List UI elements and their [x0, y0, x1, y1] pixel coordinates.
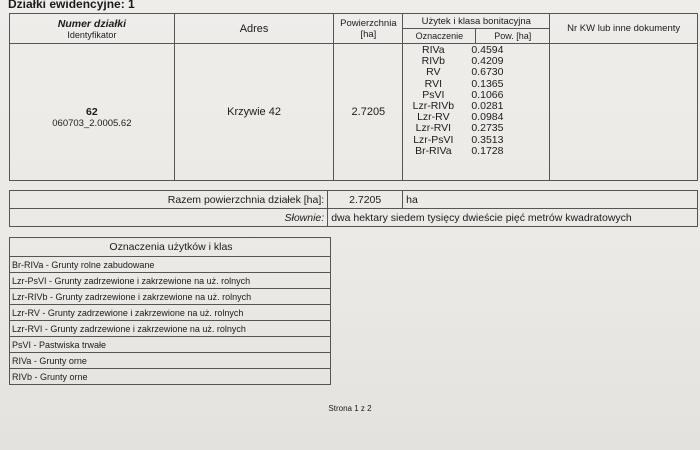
header-oznaczenie: Oznaczenie	[403, 29, 476, 44]
legend-item: Lzr-RVI - Grunty zadrzewione i zakrzewione na uż. rolnych	[10, 321, 331, 337]
total-area-label: Razem powierzchnia działek [ha]:	[10, 191, 328, 209]
header-identyfikator-label: Identyfikator	[67, 29, 117, 40]
use-area: 0.1728	[471, 144, 504, 157]
legend-item: Br-RIVa - Grunty rolne zabudowane	[10, 257, 331, 273]
header-pow-ha: Pow. [ha]	[476, 29, 550, 44]
use-area: 0.3513	[471, 133, 504, 146]
header-powierzchnia	[334, 14, 403, 44]
parcel-area: 2.7205	[334, 44, 403, 181]
use-code: PsVI	[422, 88, 445, 101]
header-kw: Nr KW lub inne dokumenty	[550, 14, 698, 44]
uses-list	[403, 45, 549, 157]
legend-item: RIVb - Grunty orne	[10, 369, 331, 385]
total-area-value: 2.7205	[328, 191, 403, 209]
parcel-table	[9, 13, 698, 181]
use-area: 0.1066	[471, 88, 504, 101]
use-code: Lzr-RVI	[415, 122, 452, 135]
header-adres: Adres	[174, 14, 334, 44]
use-code: Br-RIVa	[415, 144, 452, 157]
use-code: RV	[426, 66, 441, 79]
use-area: 0.2735	[471, 122, 504, 135]
legend-item: Lzr-RV - Grunty zadrzewione i zakrzewione na uż. rolnych	[10, 305, 331, 321]
parcel-number-cell	[10, 44, 175, 181]
legend-item: PsVI - Pastwiska trwałe	[10, 337, 331, 353]
use-code: RIVb	[421, 55, 446, 68]
parcel-kw	[550, 44, 698, 181]
parcel-identifier: 060703_2.0005.62	[52, 117, 132, 129]
parcel-address: Krzywie 42	[174, 44, 334, 181]
use-area: 0.1365	[471, 77, 504, 90]
use-area: 0.4209	[471, 55, 504, 68]
header-pow-line1: Powierzchnia	[340, 17, 397, 29]
legend-item: Lzr-PsVI - Grunty zadrzewione i zakrzewione na uż. rolnych	[10, 273, 331, 289]
section-heading: Działki ewidencyjne: 1	[8, 0, 135, 11]
header-numer-dzialki	[10, 14, 175, 44]
summary-table	[9, 190, 698, 227]
legend-table	[9, 237, 331, 385]
use-code: Lzr-RV	[417, 111, 450, 124]
parcel-number: 62	[86, 105, 98, 118]
words-value: dwa hektary siedem tysięcy dwieście pięć metrów kwadratowych	[328, 209, 698, 227]
parcel-uses-cell	[403, 44, 550, 181]
use-code: Lzr-RIVb	[412, 100, 455, 113]
total-area-unit: ha	[403, 191, 698, 209]
use-area: 0.0281	[471, 100, 504, 113]
use-code: Lzr-PsVI	[413, 133, 454, 146]
use-row	[403, 146, 549, 157]
use-row	[403, 123, 549, 134]
use-area: 0.6730	[471, 66, 504, 79]
header-numer-label: Numer działki	[57, 17, 127, 30]
page-number: Strona 1 z 2	[328, 404, 372, 413]
use-code: RIVa	[422, 44, 445, 56]
words-label: Słownie:	[10, 209, 328, 227]
use-row	[403, 67, 549, 78]
legend-item: Lzr-RIVb - Grunty zadrzewione i zakrzewione na uż. rolnych	[10, 289, 331, 305]
header-uzytek: Użytek i klasa bonitacyjna	[403, 14, 550, 29]
header-pow-line2: [ha]	[360, 28, 377, 40]
use-area: 0.0984	[471, 111, 504, 124]
legend-item: RIVa - Grunty orne	[10, 353, 331, 369]
legend-title: Oznaczenia użytków i klas	[10, 238, 331, 257]
use-area: 0.4594	[471, 44, 504, 56]
use-code: RVI	[424, 77, 442, 90]
